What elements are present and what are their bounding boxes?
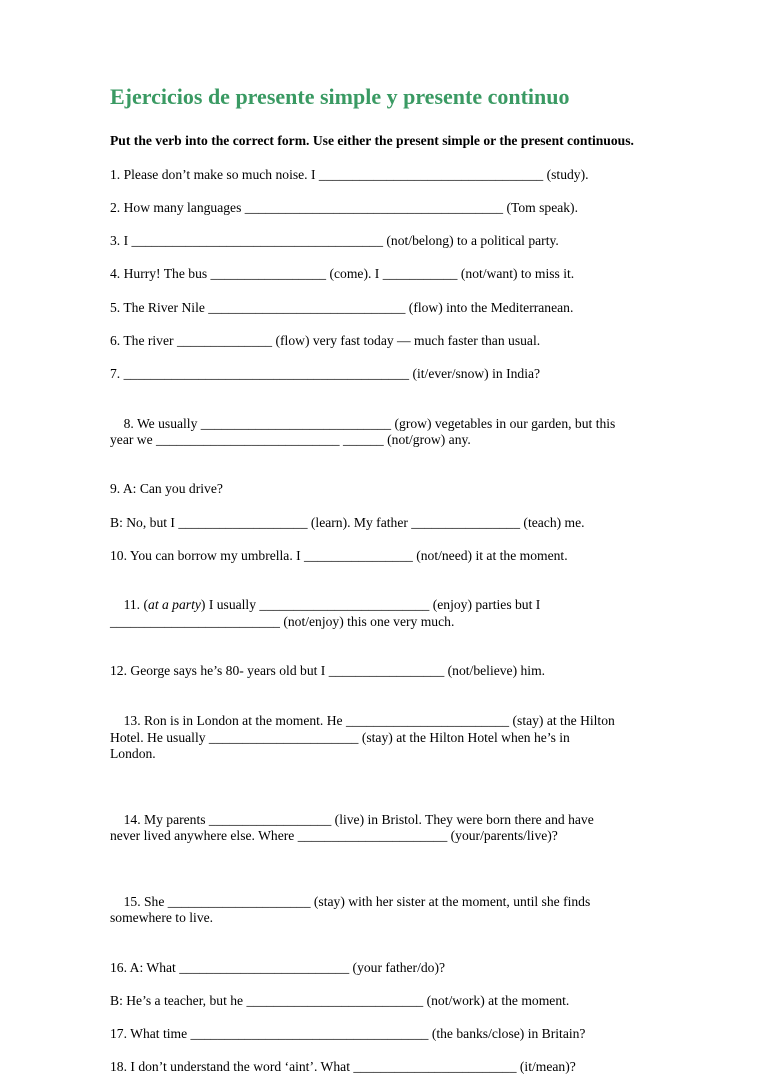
exercise-item-16b: B: He’s a teacher, but he __________________________ (not/work) at the moment. — [110, 993, 668, 1010]
exercise-item-16a: 16. A: What _________________________ (your father/do)? — [110, 960, 668, 977]
exercise-item-9b: B: No, but I ___________________ (learn). My father ________________ (teach) me. — [110, 515, 668, 532]
instructions: Put the verb into the correct form. Use either the present simple or the present continuous. — [110, 132, 668, 149]
exercise-item-2: 2. How many languages ______________________________________ (Tom speak). — [110, 200, 668, 217]
exercise-item-3: 3. I _____________________________________ (not/belong) to a political party. — [110, 233, 668, 250]
exercise-item-1: 1. Please don’t make so much noise. I _________________________________ (study). — [110, 167, 668, 184]
exercise-item-13: 13. Ron is in London at the moment. He ________________________ (stay) at the Hilton Hotel. He usually ______________________ (stay) at the Hilton Hotel when he’s in London. — [110, 697, 668, 780]
exercise-item-14: 14. My parents __________________ (live) in Bristol. They were born there and have never lived anywhere else. Where ______________________ (your/parents/live)? — [110, 795, 668, 861]
exercise-item-12: 12. George says he’s 80- years old but I _________________ (not/believe) him. — [110, 663, 668, 680]
exercise-item-10: 10. You can borrow my umbrella. I ________________ (not/need) it at the moment. — [110, 548, 668, 565]
exercise-item-7: 7. __________________________________________ (it/ever/snow) in India? — [110, 366, 668, 383]
exercise-item-15: 15. She _____________________ (stay) with her sister at the moment, until she finds somewhere to live. — [110, 877, 668, 943]
exercise-item-5: 5. The River Nile _____________________________ (flow) into the Mediterranean. — [110, 300, 668, 317]
exercise-item-8: 8. We usually ____________________________ (grow) vegetables in our garden, but this year we ___________________________ ______ (not/grow) any. — [110, 399, 668, 465]
exercise-item-9a: 9. A: Can you drive? — [110, 481, 668, 498]
exercise-item-4: 4. Hurry! The bus _________________ (come). I ___________ (not/want) to miss it. — [110, 266, 668, 283]
exercise-item-17: 17. What time ___________________________________ (the banks/close) in Britain? — [110, 1026, 668, 1043]
exercise-item-18: 18. I don’t understand the word ‘aint’. What ________________________ (it/mean)? — [110, 1059, 668, 1075]
exercise-item-11: 11. (at a party) I usually _________________________ (enjoy) parties but I _________________________ (not/enjoy) this one very much. — [110, 581, 668, 647]
worksheet-title: Ejercicios de presente simple y presente continuo — [110, 82, 668, 112]
exercise-item-6: 6. The river ______________ (flow) very fast today — much faster than usual. — [110, 333, 668, 350]
